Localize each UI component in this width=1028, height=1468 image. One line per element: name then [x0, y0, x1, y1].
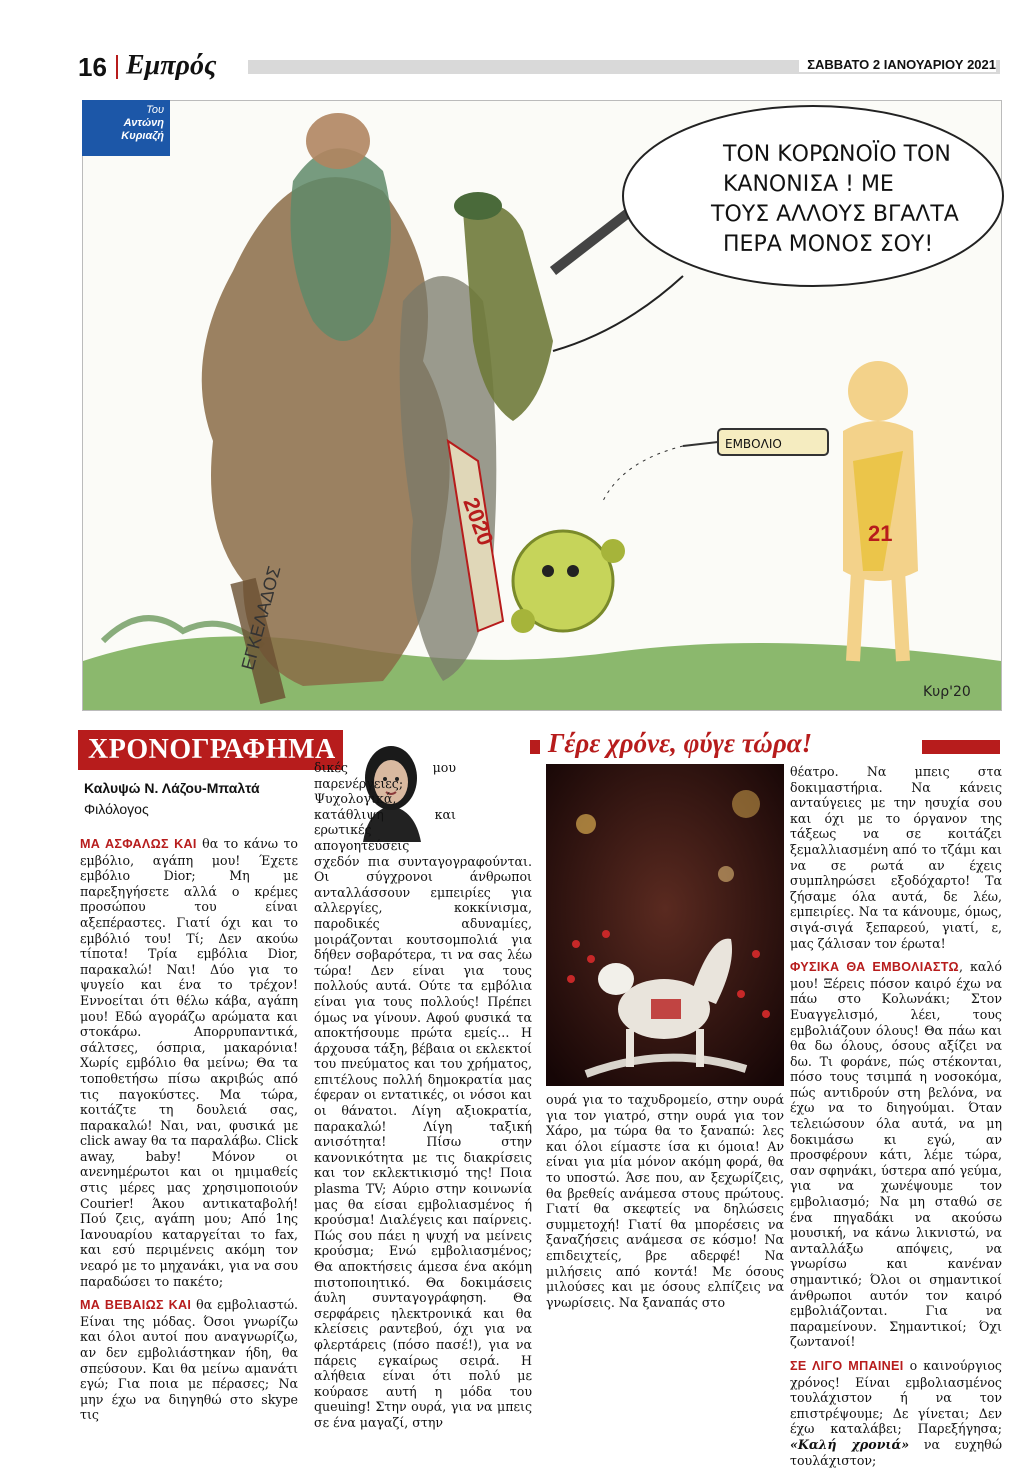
syringe-label: ΕΜΒΟΛΙΟ [725, 437, 782, 451]
baby-head [848, 361, 908, 421]
paragraph [80, 1297, 298, 1423]
paragraph [790, 1358, 1002, 1468]
virus-spike [511, 609, 535, 633]
issue-date: ΣΑΒΒΑΤΟ 2 ΙΑΝΟΥΑΡΙΟΥ 2021 [799, 57, 996, 72]
paragraph [790, 764, 1002, 951]
cartoonist-signature: Κυρ'20 [923, 684, 971, 700]
text-column-2-body [314, 760, 532, 1430]
newspaper-name: Εμπρός [126, 50, 217, 81]
writer-name: Καλυψώ Ν. Λάζου-Μπαλτά [84, 780, 260, 796]
paragraph-text: να ευχηθώ τουλάχιστον; [790, 1436, 1002, 1468]
emphasis: «Καλή χρονιά» [790, 1436, 910, 1452]
snowball [598, 963, 634, 995]
cartoon-illustration [83, 101, 1001, 710]
title-rule-right [922, 740, 1000, 754]
editorial-cartoon [82, 100, 1002, 711]
writer-role: Φιλόλογος [84, 801, 149, 817]
giant-label: ΕΓΚΕΛΑΔΟΣ [237, 563, 285, 673]
cartoonist-name-first: Αντώνη [123, 117, 164, 129]
speech-line-4: ΠΕΡΑ ΜΟΝΟΣ ΣΟΥ! [723, 232, 934, 257]
speech-line-1: ΤΟΝ ΚΟΡΩΝΟΪΟ ΤΟΝ [723, 142, 951, 167]
paragraph-lead: ΜΑ ΑΣΦΑΛΩΣ ΚΑΙ [80, 837, 197, 851]
paragraph-text: ο καινούργιος χρόνος! Είναι εμβολιασμένος τουλάχιστον ή να τον επιστρέψουμε; Δε γίνεται; Δεν έχω καταλάβει; Παρεξήγησα; [790, 1357, 1002, 1437]
cartoonist-label: Του [146, 104, 164, 116]
rocking-horse-photo [546, 764, 784, 1086]
speech-tail [553, 276, 683, 351]
title-rule-left [530, 740, 540, 754]
text-column-4 [790, 764, 1002, 1468]
paragraph-lead: ΜΑ ΒΕΒΑΙΩΣ ΚΑΙ [80, 1298, 192, 1313]
paragraph-lead: ΣΕ ΛΙΓΟ ΜΠΑΙΝΕΙ [790, 1358, 904, 1373]
virus-eye [542, 565, 554, 577]
soldier-beret [454, 192, 502, 220]
speech-line-3: ΤΟΥΣ ΑΛΛΟΥΣ ΒΓΑΛΤΑ [711, 202, 959, 227]
paragraph [314, 760, 532, 1431]
text-column-1 [80, 836, 298, 1423]
page-number: 16 [78, 52, 107, 82]
cartoonist-name-last: Κυριαζή [121, 130, 164, 142]
page-header [78, 52, 998, 82]
grass [83, 636, 1001, 710]
paragraph-lead: ΦΥΣΙΚΑ ΘΑ ΕΜΒΟΛΙΑΣΤΩ [790, 960, 959, 975]
new-year-label: 21 [868, 521, 893, 546]
paragraph-text: , καλό μου! Ξέρεις πόσον καιρό έχω να πάω στο Κολωνάκι; Στον Ευαγγελισμό, λέει, τους εμβολιάζουν όλους! Θα πάω και θα δω όλους, όσους αξίζει να δω. Τι φοράνε, πώς στέκονται, πόσο τους τσιμπά η νοσοκόμα, πώς αντιδρούν στη βελόνα, να έχω να το διηγούμαι. Όταν τελειώσουν όλα αυτά, να μη δοκιμάσω κι εγώ, αν προσφέρουν κάτι, λέμε τώρα, σαν σφηνάκι, ύστερα από γεύμα, για να χωνέψουμε τον εμβολιασμό; Να μη σταθώ σε ένα πηγαδάκι να ακούσω μουσική, να κάνω λικνιστώ, να ανταλλάξω απόψεις, να γνωρίσω και κανέναν σημαντικό; Όλοι οι σημαντικοί άνθρωποι αυτόν τον καιρό εμβολιάζονται. Για να παραμείνουν. Σημαντικοί; Όχι ζωντανοί! [790, 959, 1002, 1350]
paragraph-text: θα εμβολιαστώ. Είναι της μόδας. Όσοι γνωρίζω και όλοι αυτοί που αναγνωρίζω, αν δεν εμβολιάστηκαν ήδη, θα σπεύσουν. Και θα μείνω αμανάτι εγώ; Για ποια με πέρασες; Να μην έχω να διηγηθώ στο skype τις [80, 1297, 298, 1423]
virus-spike [601, 539, 625, 563]
baby-legs [853, 571, 903, 661]
virus-eye [567, 565, 579, 577]
paragraph-text: θέατρο. Να μπεις στα δοκιμαστήρια. Να κάνεις ανταύγειες με την ησυχία σου και όχι με το όργανον της τάξεως να σε κοιτάζει ξεμαλλιασμένη από το τζάμι και να σε ρωτά αν έχεις συμπληρώσει εξοδόχαρτο! Τα ζήσαμε όλα αυτά, δε λέω, εμπειρίες. Να τα κάνουμε, όμως, σιγά-σιγά ξεπαρεού, γιατί, ε, μας ζάλισαν τον έρωτα! [790, 764, 1002, 951]
article-photo [546, 764, 784, 1086]
paragraph [790, 959, 1002, 1350]
header-divider [116, 55, 118, 79]
cartoonist-credit [82, 100, 170, 156]
syringe-spray [603, 446, 683, 501]
paragraph [80, 836, 298, 1289]
article-title: Γέρε χρόνε, φύγε τώρα! [548, 728, 813, 758]
speech-line-2: ΚΑΝΟΝΙΣΑ ! ΜΕ [723, 172, 894, 197]
syringe-needle [683, 442, 718, 446]
text-column-3 [546, 1092, 784, 1310]
paragraph-text: δικές μου παρενέργειες; Ψυχολογικά, κατάθλιψη και ερωτικές απογοητεύσεις σχεδόν πια συνταγογραφούνται. Οι σύγχρονοι άνθρωποι ανταλλάσσουν εμπειρίες για αλλεργίες, κοκκίνισμα, παροδικές αδυναμίες, μοιράζονται κουτσομπολιά για δήθεν σοβαρότερα, τι να σας λέω τώρα! Δεν είναι για τους πολλούς αυτά. Ούτε τα εμβόλια είναι για τους πολλούς! Πρέπει όμως να γίνουν. Αφού φυσικά τα αποκτήσουμε πρώτα εμείς... Η άρχουσα τάξη, βέβαια οι εκλεκτοί του πνεύματος και του χρήματος, επιτέλους πολλή δημοκρατία μας έφεραν οι εντατικές, οι νόσοι και οι θάνατοι. Λίγη αξιοκρατία, παρακαλώ! Λίγη ταξική ανισότητα! Πίσω στην κανονικότητα με τις διακρίσεις και τον εκλεκτικισμό της! Ποια plasma TV; Αύριο στην κοινωνία μας θα είσαι εμβολιασμένος ή κρούσμα! Διαλέγεις και παίρνεις. Πώς σου πάει η ψυχή να μείνεις κρούσμα; Ενώ εμβολιασμένος; Θα αποκτήσεις άμεσα ένα ακόμη πιστοποιητικό. Θα δοκιμάσεις άυλη συνταγογράφηση. Θα σερφάρεις ηλεκτρονικά και θα κλείσεις ραντεβού, όχι για να φλερτάρεις (πόσο πασέ!), για να πάρεις εγκαίρως σειρά. Η αλήθεια είναι ότι πολύ με κούρασε αυτή η μόδα του queuing! Στην ουρά, για να μπεις σε ένα μαγαζί, στην [314, 760, 532, 1430]
paragraph [546, 1092, 784, 1310]
horse-saddle [651, 999, 681, 1019]
paragraph-text: ουρά για το ταχυδρομείο, στην ουρά για τον γιατρό, στην ουρά για τον Χάρο, μα τώρα θα το ξαναπώ: λες και όλοι είμαστε ίσα κι όμοια! Αν είναι για μία μόνον ακόμη φορά, θα το υποστώ. Άσε που, αν ξεχωρίζεις, θα βρεθείς ανάμεσα στους πρώτους. Γιατί θα σκεφτείς να δηλώσεις συμμετοχή! Γιατί θα μπορέσεις να ξαναζήσεις ανάμεσα σε κόσμο! Να επιδειχτείς, βρε αδερφέ! Να μιλήσεις από κοντά! Με όσους μιλούσες και με όσους ελπίζεις να γνωρίσεις. Να ξαναπάς στο [546, 1092, 784, 1310]
paragraph-text: θα το κάνω το εμβόλιο, αγάπη μου! Έχετε εμβόλιο Dior; Μη με παρεξηγήσετε αλλά ο κρέμες προσώπου του είναι αξεπέραστες. Γιατί όχι και το εμβόλιό του! Τί; Δεν ακούω τίποτα! Τρία εμβόλια Dior, παρακαλώ! Ναι! Δύο για το ψυγείο και ένα το τρέχον! Εννοείται ότι θέλω κάβα, αγάπη μου! Εδώ αγοράζω αρώματα και στοκάρω. Απορρυπαντικά, σάλτσες, όσπρια, μακαρόνια! Χωρίς εμβόλιο θα μείνω; Θα τα τοποθετήσω πίσω ακριβώς από τις παγοκύστες. Μα τώρα, κοιτάζτε τη δουλειά σας, παρακαλώ! Ναι, ναι, φυσικά με click away θα τα παραλάβω. Click away, baby! Μόνον οι ανενημέρωτοι και οι ημιμαθείς στις μέρες μας χρησιμοποιούν Courier! Άκου αντικαταβολή! Πού ζεις, αγάπη μου; Από 1ης Ιανουαρίου καταργείται το fax, και εσύ περιμένεις ακόμη τον νεαρό με το μηχανάκι, για να σου παραδώσει το πακέτο; [80, 836, 298, 1289]
column-banner-title: ΧΡΟΝΟΓΡΑΦΗΜΑ [88, 734, 336, 765]
giant-head [306, 113, 370, 169]
old-year-label: 2020 [458, 494, 499, 549]
